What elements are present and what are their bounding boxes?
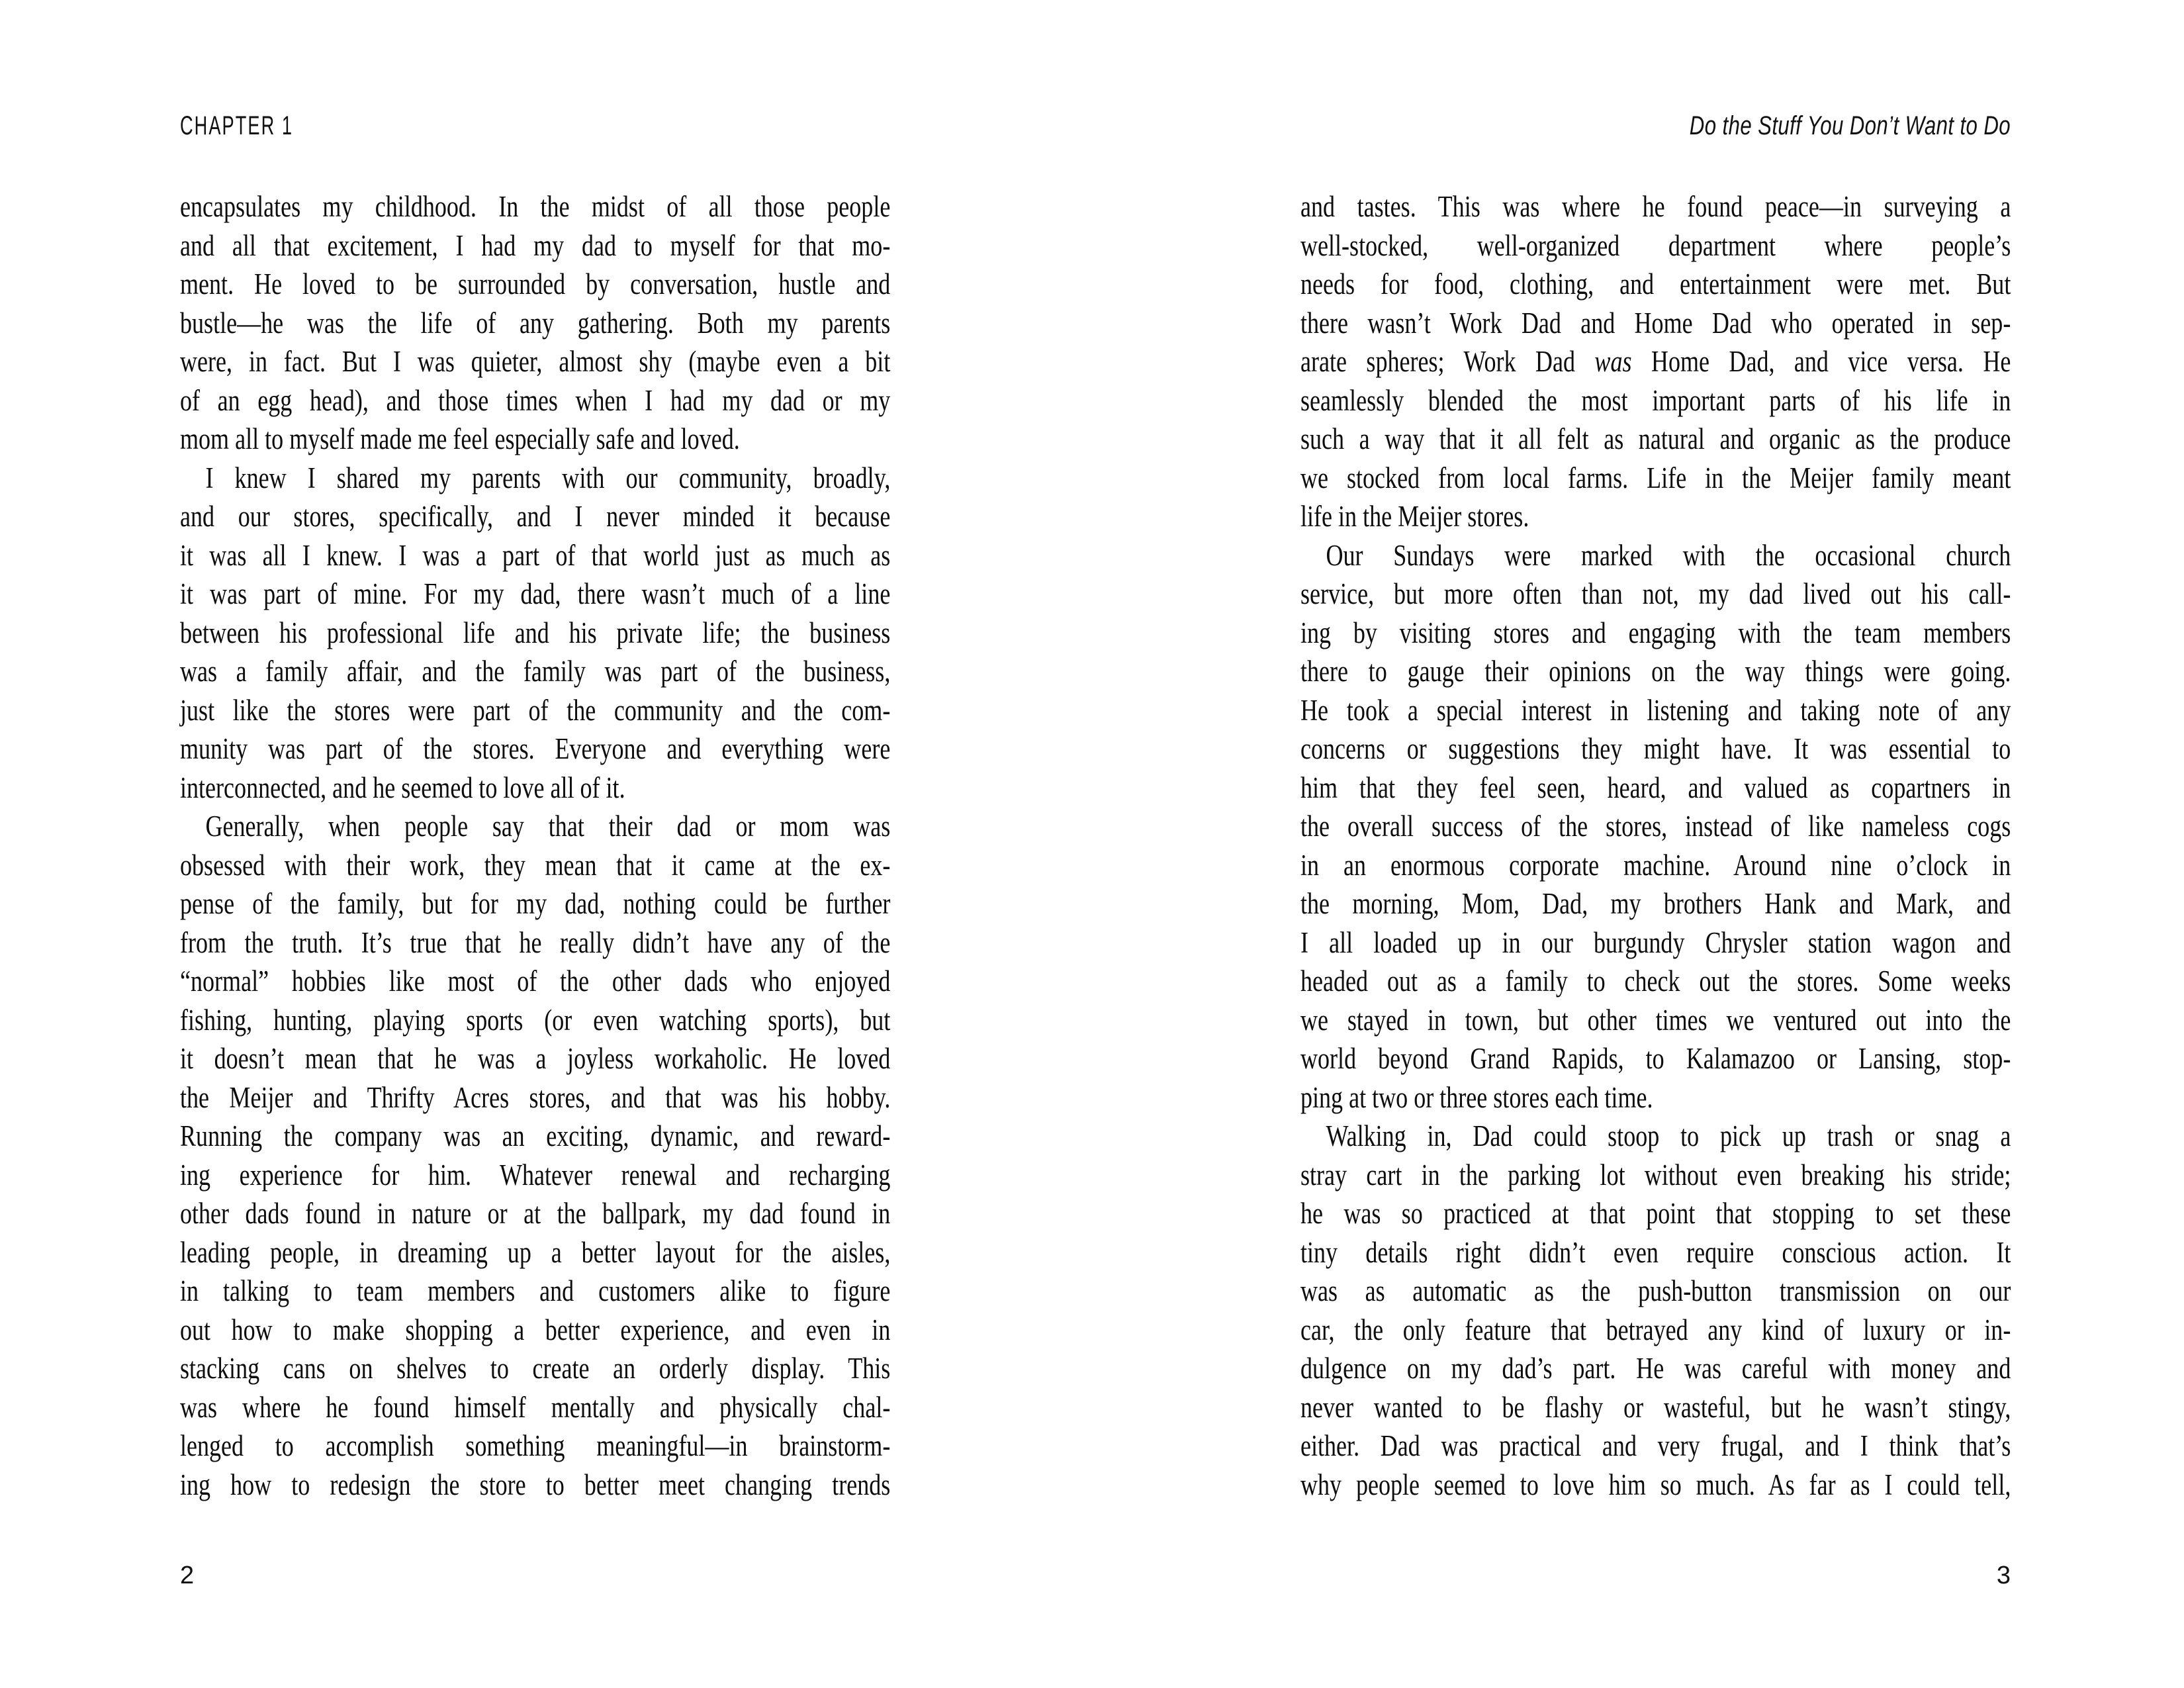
text-line: munity was part of the stores. Everyone and everything were bbox=[180, 732, 891, 765]
text-line: why people seemed to love him so much. As far as I could tell, bbox=[1300, 1468, 2011, 1501]
text-line: there to gauge their opinions on the way things were going. bbox=[1300, 655, 2011, 688]
text-line: headed out as a family to check out the stores. Some weeks bbox=[1300, 964, 2011, 998]
text-line: out how to make shopping a better experience, and even in bbox=[180, 1313, 891, 1346]
text-line: it was all I knew. I was a part of that world just as much as bbox=[180, 538, 891, 572]
right-page bbox=[1300, 0, 2011, 1688]
text-line: we stocked from local farms. Life in the Meijer family meant bbox=[1300, 461, 2011, 494]
text-line: “normal” hobbies like most of the other dads who enjoyed bbox=[180, 964, 891, 998]
text-line: ping at two or three stores each time. bbox=[1300, 1080, 1653, 1114]
text-line: the overall success of the stores, instead of like nameless cogs bbox=[1300, 810, 2011, 843]
text-line: of an egg head), and those times when I had my dad or my bbox=[180, 383, 891, 417]
text-line: just like the stores were part of the community and the com- bbox=[180, 693, 891, 727]
text-line: Our Sundays were marked with the occasional church bbox=[1326, 538, 2011, 572]
text-line: either. Dad was practical and very frugal, and I think that’s bbox=[1300, 1429, 2011, 1462]
text-line: lenged to accomplish something meaningful—in brainstorm- bbox=[180, 1429, 891, 1462]
text-line: Walking in, Dad could stoop to pick up trash or snag a bbox=[1326, 1119, 2011, 1152]
text-line: pense of the family, but for my dad, nothing could be further bbox=[180, 887, 891, 920]
text-line: car, the only feature that betrayed any kind of luxury or in- bbox=[1300, 1313, 2011, 1346]
text-line: was as automatic as the push-button transmission on our bbox=[1300, 1274, 2011, 1307]
text-line: stacking cans on shelves to create an orderly display. This bbox=[180, 1352, 891, 1385]
text-line: mom all to myself made me feel especially safe and loved. bbox=[180, 422, 740, 455]
text-line: from the truth. It’s true that he really didn’t have any of the bbox=[180, 925, 891, 959]
text-line: well-stocked, well-organized department where people’s bbox=[1300, 228, 2011, 262]
text-line: arate spheres; Work Dad was Home Dad, and vice versa. He bbox=[1300, 345, 2011, 378]
text-line: tiny details right didn’t even require conscious action. It bbox=[1300, 1235, 2011, 1269]
text-line: was where he found himself mentally and physically chal- bbox=[180, 1390, 891, 1424]
text-line: in an enormous corporate machine. Around nine o’clock in bbox=[1300, 848, 2011, 882]
text-line: we stayed in town, but other times we ventured out into the bbox=[1300, 1003, 2011, 1037]
text-line: Generally, when people say that their dad or mom was bbox=[205, 810, 891, 843]
text-line: Running the company was an exciting, dynamic, and reward- bbox=[180, 1119, 891, 1152]
left-page-body-text bbox=[180, 187, 890, 1504]
text-line: fishing, hunting, playing sports (or even watching sports), but bbox=[180, 1003, 891, 1037]
text-line: and tastes. This was where he found peace—in surveying a bbox=[1300, 190, 2011, 223]
right-page-number: 3 bbox=[1996, 1562, 2011, 1589]
text-line: service, but more often than not, my dad lived out his call- bbox=[1300, 577, 2011, 610]
text-line: ment. He loved to be surrounded by conversation, hustle and bbox=[180, 267, 891, 301]
text-line: him that they feel seen, heard, and valued as copartners in bbox=[1300, 771, 2011, 804]
text-line: leading people, in dreaming up a better layout for the aisles, bbox=[180, 1235, 891, 1269]
text-line: concerns or suggestions they might have. It was essential to bbox=[1300, 732, 2011, 765]
left-page bbox=[180, 0, 890, 1688]
text-line: dulgence on my dad’s part. He was careful with money and bbox=[1300, 1352, 2011, 1385]
text-line: I all loaded up in our burgundy Chrysler station wagon and bbox=[1300, 925, 2011, 959]
text-line: it doesn’t mean that he was a joyless workaholic. He loved bbox=[180, 1042, 891, 1075]
text-line: were, in fact. But I was quieter, almost shy (maybe even a bit bbox=[180, 345, 891, 378]
text-line: bustle—he was the life of any gathering. Both my parents bbox=[180, 306, 891, 340]
text-line: obsessed with their work, they mean that it came at the ex- bbox=[180, 848, 891, 882]
text-line: ing how to redesign the store to better meet changing trends bbox=[180, 1468, 891, 1501]
right-page-body-text bbox=[1300, 187, 2011, 1504]
chapter-title-running-head: Do the Stuff You Don’t Want to Do bbox=[1689, 111, 2011, 140]
text-line: seamlessly blended the most important parts of his life in bbox=[1300, 383, 2011, 417]
text-line: stray cart in the parking lot without even breaking his stride; bbox=[1300, 1158, 2011, 1192]
text-line: never wanted to be flashy or wasteful, but he wasn’t stingy, bbox=[1300, 1390, 2011, 1424]
text-line: and our stores, specifically, and I never minded it because bbox=[180, 500, 891, 533]
text-line: encapsulates my childhood. In the midst of all those people bbox=[180, 190, 891, 223]
text-line: and all that excitement, I had my dad to myself for that mo- bbox=[180, 228, 891, 262]
text-line: interconnected, and he seemed to love all of it. bbox=[180, 771, 625, 804]
text-line: life in the Meijer stores. bbox=[1300, 500, 1529, 533]
text-line: other dads found in nature or at the ballpark, my dad found in bbox=[180, 1197, 891, 1230]
text-line: ing by visiting stores and engaging with the team members bbox=[1300, 616, 2011, 649]
text-line: the morning, Mom, Dad, my brothers Hank and Mark, and bbox=[1300, 887, 2011, 920]
text-line: such a way that it all felt as natural and organic as the produce bbox=[1300, 422, 2011, 455]
text-line: he was so practiced at that point that stopping to set these bbox=[1300, 1197, 2011, 1230]
left-page-number: 2 bbox=[180, 1562, 195, 1589]
text-line: was a family affair, and the family was part of the business, bbox=[180, 655, 891, 688]
text-line: He took a special interest in listening and taking note of any bbox=[1300, 693, 2011, 727]
text-line: needs for food, clothing, and entertainment were met. But bbox=[1300, 267, 2011, 301]
text-line: there wasn’t Work Dad and Home Dad who operated in sep- bbox=[1300, 306, 2011, 340]
chapter-running-head: CHAPTER 1 bbox=[180, 111, 294, 140]
text-line: I knew I shared my parents with our community, broadly, bbox=[205, 461, 891, 494]
text-line: between his professional life and his private life; the business bbox=[180, 616, 891, 649]
text-line: world beyond Grand Rapids, to Kalamazoo or Lansing, stop- bbox=[1300, 1042, 2011, 1075]
text-line: in talking to team members and customers alike to figure bbox=[180, 1274, 891, 1307]
text-line: the Meijer and Thrifty Acres stores, and that was his hobby. bbox=[180, 1080, 891, 1114]
text-line: it was part of mine. For my dad, there wasn’t much of a line bbox=[180, 577, 891, 610]
text-line: ing experience for him. Whatever renewal and recharging bbox=[180, 1158, 891, 1192]
